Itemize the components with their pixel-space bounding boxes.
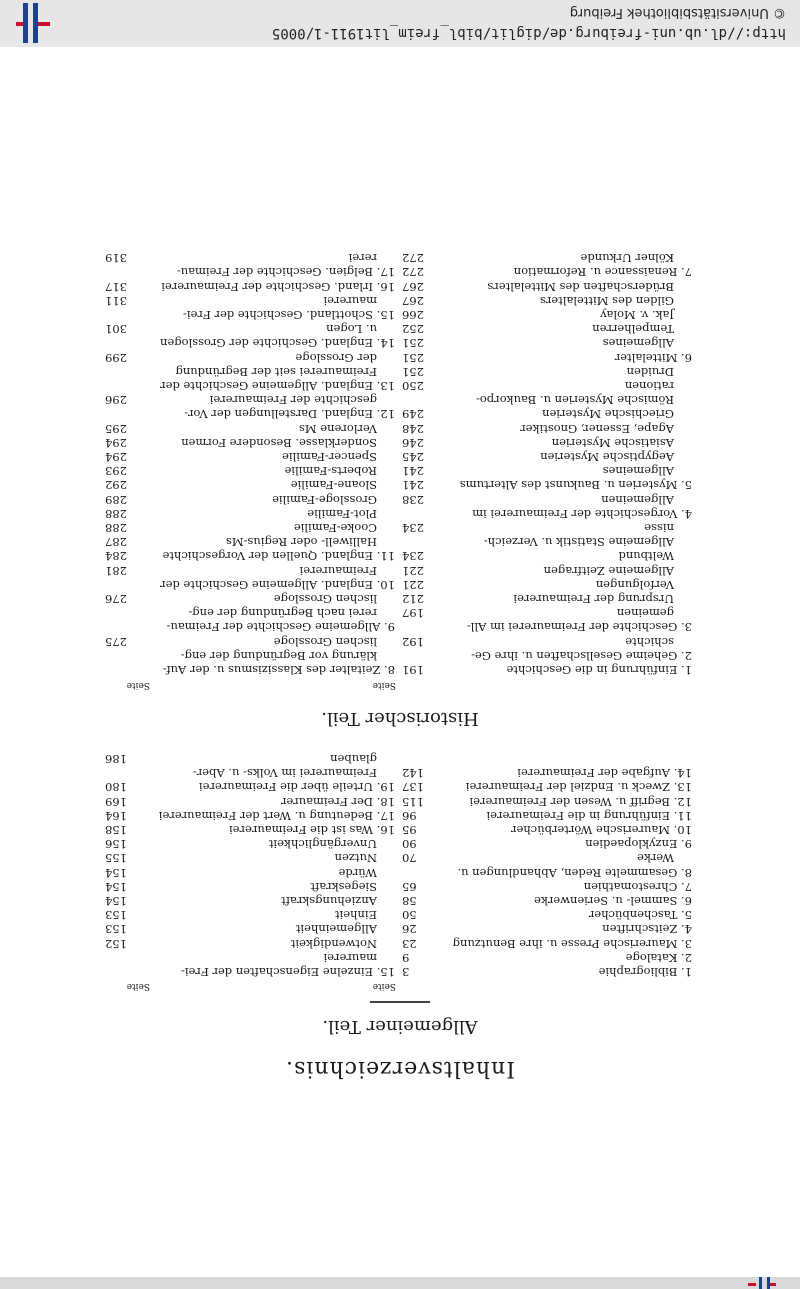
toc-entry-title: 6. Sammel- u. Serienwerke: [534, 893, 692, 908]
toc-entry-page: 267: [402, 279, 424, 294]
toc-entry: [402, 436, 692, 450]
toc-entry: [105, 851, 395, 865]
seite-label-left: Seite: [372, 981, 396, 991]
toc-entry-page: 275: [105, 634, 127, 649]
toc-entry: [105, 780, 395, 794]
toc-entry: [402, 308, 692, 322]
toc-entry: [105, 265, 395, 279]
toc-entry-page: 96: [402, 808, 417, 823]
toc-entry: [402, 922, 692, 936]
toc-entry-page: 115: [402, 794, 424, 809]
toc-entry-title: Siegeskraft: [310, 879, 377, 894]
toc-entry-page: 153: [105, 922, 127, 937]
general-right-column: [105, 752, 395, 979]
toc-entry-page: 251: [402, 364, 424, 379]
toc-entry-title: Verfolgungen: [595, 577, 674, 592]
toc-entry-title: Sloane-Familie: [290, 478, 377, 493]
toc-entry-page: 90: [402, 837, 417, 852]
toc-entry: [105, 620, 395, 634]
toc-entry-page: 142: [402, 766, 424, 781]
toc-entry-title: 9. Allgemeine Geschichte der Freimau-: [166, 620, 395, 635]
toc-entry-page: 292: [105, 478, 127, 493]
toc-entry-title: Sonderklasse. Besondere Formen: [181, 435, 377, 450]
seite-label-right-hist: Seite: [126, 680, 150, 690]
toc-entry: [105, 951, 395, 965]
toc-entry: [105, 478, 395, 492]
toc-entry-title: Allgemeines: [602, 464, 674, 479]
toc-entry-title: 14. Aufgabe der Freimaurerei: [517, 766, 692, 781]
page-title: Inhaltsverzeichnis.: [285, 1056, 515, 1081]
toc-entry: [402, 823, 692, 837]
toc-entry-title: Einheit: [335, 908, 377, 923]
toc-entry: [105, 578, 395, 592]
toc-entry-page: 293: [105, 464, 127, 479]
toc-entry-title: 12. England. Darstellungen der Vor-: [184, 407, 395, 422]
toc-entry: [402, 535, 692, 549]
toc-entry: [402, 549, 692, 563]
toc-entry-page: 180: [105, 780, 127, 795]
toc-entry-page: 154: [105, 893, 127, 908]
toc-entry-title: schichte: [625, 634, 674, 649]
toc-entry-page: 249: [402, 407, 424, 422]
toc-entry: [105, 837, 395, 851]
toc-entry: [105, 823, 395, 837]
toc-entry-page: 95: [402, 822, 417, 837]
toc-entry-page: 192: [402, 634, 424, 649]
toc-entry-title: 11. Einführung in die Freimaurerei: [486, 808, 692, 823]
toc-entry-title: 10. Maurerische Wörterbücher: [511, 822, 692, 837]
toc-entry: [105, 908, 395, 922]
toc-entry: [105, 308, 395, 322]
toc-entry-page: 9: [402, 950, 410, 965]
toc-entry: [402, 563, 692, 577]
toc-entry: [105, 922, 395, 936]
toc-entry-title: 16. Irland. Geschichte der Freimaurerei: [161, 279, 395, 294]
toc-entry-title: Jak. v. Molay: [600, 307, 674, 322]
toc-entry: [402, 478, 692, 492]
historical-section-title: Historischer Teil.: [321, 708, 479, 729]
toc-entry: [105, 507, 395, 521]
toc-entry: [402, 365, 692, 379]
toc-entry-title: Kölner Urkunde: [580, 251, 674, 266]
toc-entry: [402, 592, 692, 606]
toc-entry: [402, 794, 692, 808]
toc-entry-page: 301: [105, 322, 127, 337]
toc-entry-page: 241: [402, 478, 424, 493]
toc-entry-page: 158: [105, 822, 127, 837]
toc-entry-title: Anziehungskraft: [281, 893, 377, 908]
toc-entry-title: 2. Geheime Gesellschaften u. ihre Ge-: [471, 648, 692, 663]
toc-entry: [105, 766, 395, 780]
toc-entry-title: lischen Grossloge: [273, 591, 377, 606]
toc-entry: [402, 251, 692, 265]
toc-entry-title: rerei: [348, 251, 377, 266]
toc-entry: [402, 606, 692, 620]
toc-entry-page: 3: [402, 965, 410, 979]
toc-entry: [105, 936, 395, 950]
toc-entry: [105, 251, 395, 265]
toc-entry: [402, 336, 692, 350]
toc-entry-title: Würde: [338, 865, 377, 880]
toc-entry: [402, 880, 692, 894]
toc-entry-page: 267: [402, 293, 424, 308]
toc-entry-title: Freimaurerei im Volks- u. Aber-: [192, 766, 377, 781]
toc-entry-title: 10. England. Allgemeine Geschichte der: [160, 577, 395, 592]
toc-entry: [105, 492, 395, 506]
toc-entry: [402, 464, 692, 478]
toc-entry-page: 164: [105, 808, 127, 823]
toc-entry-title: der Grossloge: [295, 350, 377, 365]
toc-entry: [105, 365, 395, 379]
toc-entry: [105, 436, 395, 450]
toc-entry-page: 317: [105, 279, 127, 294]
toc-entry-page: 137: [402, 780, 424, 795]
toc-entry-page: 154: [105, 865, 127, 880]
toc-entry-title: Brüderschaften des Mittelalters: [487, 279, 674, 294]
toc-entry-title: Weltbund: [618, 549, 674, 564]
toc-entry-page: 153: [105, 908, 127, 923]
toc-entry: [105, 563, 395, 577]
toc-entry-page: 50: [402, 908, 417, 923]
toc-entry-page: 58: [402, 893, 417, 908]
toc-entry: [402, 936, 692, 950]
toc-entry-page: 288: [105, 520, 127, 535]
toc-entry-title: Allgemeinheit: [295, 922, 377, 937]
toc-entry: [105, 965, 395, 979]
toc-entry-title: maurerei: [323, 293, 377, 308]
toc-entry-title: Freimaurerei: [299, 563, 377, 578]
toc-entry-title: Cooke-Familie: [293, 520, 377, 535]
historical-left-column: [402, 251, 692, 677]
toc-entry: [105, 752, 395, 766]
toc-entry-title: lischen Grossloge: [273, 634, 377, 649]
toc-entry-page: 23: [402, 936, 417, 951]
toc-entry-title: nisse: [644, 520, 674, 535]
toc-entry: [402, 965, 692, 979]
toc-entry: [402, 908, 692, 922]
toc-entry-title: 3. Maurerische Presse u. ihre Benutzung: [452, 936, 692, 951]
footer-bar: [0, 0, 800, 47]
toc-entry: [105, 521, 395, 535]
toc-entry-title: Agape, Essener, Gnostiker: [520, 421, 674, 436]
toc-entry: [402, 809, 692, 823]
toc-entry-page: 248: [402, 421, 424, 436]
toc-entry-title: 14. England. Geschichte der Grosslogen: [160, 336, 395, 351]
toc-entry: [105, 535, 395, 549]
toc-entry-page: 152: [105, 936, 127, 951]
toc-entry-title: rerei nach Begründung der eng-: [188, 606, 377, 621]
toc-entry-title: Griechische Mysterien: [542, 407, 674, 422]
toc-entry: [105, 407, 395, 421]
toc-entry-title: rationen: [624, 378, 674, 393]
toc-entry-page: 245: [402, 449, 424, 464]
toc-entry-title: Ursprung der Freimaurerei: [513, 591, 674, 606]
title-divider: [370, 1001, 430, 1003]
top-bar: [0, 1277, 800, 1289]
toc-entry-title: 8. Zeitalter des Klassizismus u. der Auf-: [162, 663, 395, 677]
toc-entry-title: 1. Einführung in die Geschichte: [506, 663, 692, 677]
toc-entry-page: 238: [402, 492, 424, 507]
toc-entry-page: 212: [402, 591, 424, 606]
toc-entry-page: 281: [105, 563, 127, 578]
toc-entry-title: Tempelherren: [592, 322, 674, 337]
toc-entry-page: 288: [105, 506, 127, 521]
toc-entry-page: 296: [105, 393, 127, 408]
toc-entry-title: 12. Begriff u. Wesen der Freimaurerei: [469, 794, 692, 809]
toc-entry: [402, 279, 692, 293]
toc-entry-title: Nutzen: [334, 851, 377, 866]
toc-entry-page: 250: [402, 378, 424, 393]
toc-entry: [105, 393, 395, 407]
historical-right-column: [105, 251, 395, 677]
toc-entry-title: Halliwell- oder Regius-Ms: [225, 535, 377, 550]
general-left-column: [402, 766, 692, 979]
toc-entry-title: 11. England. Quellen der Vorgeschichte: [162, 549, 395, 564]
toc-entry: [402, 894, 692, 908]
toc-entry-page: 155: [105, 851, 127, 866]
toc-entry-title: Verlorene Ms: [298, 421, 377, 436]
toc-entry-title: 17. Bedeutung u. Wert der Freimaurerei: [158, 808, 395, 823]
toc-entry: [402, 507, 692, 521]
toc-entry-page: 156: [105, 837, 127, 852]
toc-entry-title: Roberts-Familie: [284, 464, 377, 479]
toc-entry: [402, 322, 692, 336]
toc-entry: [402, 265, 692, 279]
toc-entry-title: u. Logen: [326, 322, 377, 337]
toc-entry: [402, 620, 692, 634]
toc-entry-title: Notwendigkeit: [290, 936, 377, 951]
toc-entry-page: 221: [402, 563, 424, 578]
toc-entry: [105, 421, 395, 435]
toc-entry-title: gemeinen: [616, 606, 674, 621]
toc-entry: [402, 663, 692, 677]
toc-entry-title: 5. Mysterien u. Baukunst des Altertums: [459, 478, 692, 493]
toc-entry-page: 272: [402, 251, 424, 266]
toc-entry-title: Allgemeines: [602, 336, 674, 351]
toc-entry-title: 17. Belgien. Geschichte der Freimau-: [176, 265, 395, 280]
toc-entry-title: Druiden: [626, 364, 674, 379]
toc-entry-page: 186: [105, 751, 127, 766]
toc-entry-title: geschichte der Freimaurerei: [209, 393, 377, 408]
toc-entry-page: 221: [402, 577, 424, 592]
toc-entry-page: 319: [105, 251, 127, 266]
seite-label-right: Seite: [126, 981, 150, 991]
toc-entry-page: 295: [105, 421, 127, 436]
toc-entry: [105, 464, 395, 478]
toc-entry: [402, 407, 692, 421]
toc-entry: [402, 865, 692, 879]
toc-entry-page: 294: [105, 435, 127, 450]
toc-entry-title: 13. England. Allgemeine Geschichte der: [160, 378, 395, 393]
toc-entry-title: 19. Urteile über die Freimaurerei: [198, 780, 395, 795]
toc-entry-page: 251: [402, 350, 424, 365]
toc-entry: [105, 322, 395, 336]
toc-entry: [105, 294, 395, 308]
toc-entry-title: 8. Gesammelte Reden, Abhandlungen u.: [457, 865, 692, 880]
toc-entry: [105, 649, 395, 663]
toc-entry: [105, 549, 395, 563]
toc-entry: [105, 592, 395, 606]
toc-entry-title: Werke: [637, 851, 674, 866]
toc-entry: [402, 851, 692, 865]
copyright-text: © Universitätsbibliothek Freiburg: [569, 5, 786, 20]
toc-entry-title: Gilden des Mittelalters: [539, 293, 674, 308]
toc-entry-title: 4. Vorgeschichte der Freimaurerei im: [472, 506, 692, 521]
toc-entry-title: 9. Enzyklopaedien: [585, 837, 692, 852]
seite-label-left-hist: Seite: [372, 680, 396, 690]
toc-entry: [105, 336, 395, 350]
toc-entry-title: Grossloge-Familie: [272, 492, 377, 507]
general-section-title: Allgemeiner Teil.: [322, 1016, 478, 1037]
toc-entry: [402, 492, 692, 506]
toc-entry-page: 169: [105, 794, 127, 809]
toc-entry-title: glauben: [330, 751, 377, 766]
toc-entry-title: klärung vor Begründung der eng-: [180, 648, 377, 663]
toc-entry: [105, 379, 395, 393]
toc-entry-title: Aegyptische Mysterien: [540, 449, 674, 464]
toc-entry-page: 287: [105, 535, 127, 550]
toc-entry-page: 294: [105, 449, 127, 464]
toc-entry: [105, 279, 395, 293]
toc-entry-page: 311: [105, 293, 127, 308]
toc-entry-page: 197: [402, 606, 424, 621]
toc-entry: [402, 780, 692, 794]
toc-entry-page: 234: [402, 520, 424, 535]
toc-entry: [105, 894, 395, 908]
toc-entry: [402, 649, 692, 663]
toc-entry-title: 2. Kataloge: [625, 950, 692, 965]
toc-entry-title: 6. Mittelalter: [614, 350, 692, 365]
toc-entry-page: 276: [105, 591, 127, 606]
university-logo-icon: [16, 3, 50, 43]
toc-entry: [105, 606, 395, 620]
toc-entry-title: Allgemeine Zeitfragen: [543, 563, 674, 578]
toc-entry-page: 266: [402, 307, 424, 322]
toc-entry-title: 1. Bibliographie: [598, 965, 692, 979]
toc-entry: [402, 766, 692, 780]
toc-entry-page: 272: [402, 265, 424, 280]
toc-entry-title: Allgemeinen: [601, 492, 674, 507]
toc-entry: [402, 379, 692, 393]
toc-entry-page: 154: [105, 879, 127, 894]
toc-entry-page: 252: [402, 322, 424, 337]
toc-entry-title: 3. Geschichte der Freimaurerei im All-: [466, 620, 692, 635]
toc-entry: [105, 865, 395, 879]
document-url[interactable]: http://dl.ub.uni-freiburg.de/diglit/bibl_freim_lit1911-1/0005: [271, 25, 786, 41]
toc-entry: [402, 294, 692, 308]
toc-entry-page: 70: [402, 851, 417, 866]
toc-entry: [105, 809, 395, 823]
toc-entry-title: 7. Renaissance u. Reformation: [513, 265, 692, 280]
toc-entry-title: 18. Der Freimaurer: [280, 794, 395, 809]
toc-entry: [402, 951, 692, 965]
toc-entry: [402, 350, 692, 364]
toc-entry-title: Spencer-Familie: [282, 449, 377, 464]
toc-entry-title: 15. Einzelne Eigenschaften der Frei-: [181, 965, 395, 979]
toc-entry: [402, 837, 692, 851]
toc-entry: [105, 350, 395, 364]
toc-entry-title: 5. Taschenbücher: [588, 908, 692, 923]
toc-entry-title: Unvergänglichkeit: [268, 837, 377, 852]
toc-entry-title: 7. Chrestomathien: [583, 879, 692, 894]
toc-entry-page: 234: [402, 549, 424, 564]
toc-entry-page: 65: [402, 879, 417, 894]
toc-entry-page: 246: [402, 435, 424, 450]
toc-entry-page: 251: [402, 336, 424, 351]
toc-entry-page: 299: [105, 350, 127, 365]
toc-entry: [402, 634, 692, 648]
toc-entry-title: Freimaurerei seit der Begründung: [175, 364, 377, 379]
toc-entry: [402, 450, 692, 464]
toc-entry: [402, 578, 692, 592]
toc-entry: [402, 393, 692, 407]
toc-entry-title: maurerei: [323, 950, 377, 965]
toc-entry: [105, 634, 395, 648]
toc-entry-title: Asiatische Mysterien: [551, 435, 674, 450]
toc-entry-page: 191: [402, 663, 424, 677]
toc-entry-title: 13. Zweck u. Endziel der Freimaurerei: [465, 780, 692, 795]
toc-entry-title: Allgemeine Statistik u. Verzeich-: [483, 535, 674, 550]
toc-entry-page: 241: [402, 464, 424, 479]
toc-entry-page: 284: [105, 549, 127, 564]
toc-entry-title: 4. Zeitschriften: [602, 922, 692, 937]
toc-entry-page: 26: [402, 922, 417, 937]
library-logo-icon: [746, 1277, 776, 1289]
toc-entry-title: Römische Mysterien u. Baukorpo-: [475, 393, 674, 408]
toc-entry: [105, 880, 395, 894]
toc-entry-title: 15. Schottland. Geschichte der Frei-: [183, 307, 395, 322]
toc-entry: [105, 794, 395, 808]
toc-entry: [402, 521, 692, 535]
toc-entry-title: Plot-Familie: [307, 506, 377, 521]
toc-entry: [402, 421, 692, 435]
toc-entry: [105, 450, 395, 464]
toc-entry-title: 16. Was ist die Freimaurerei: [229, 822, 395, 837]
toc-entry-page: 289: [105, 492, 127, 507]
toc-entry: [105, 663, 395, 677]
